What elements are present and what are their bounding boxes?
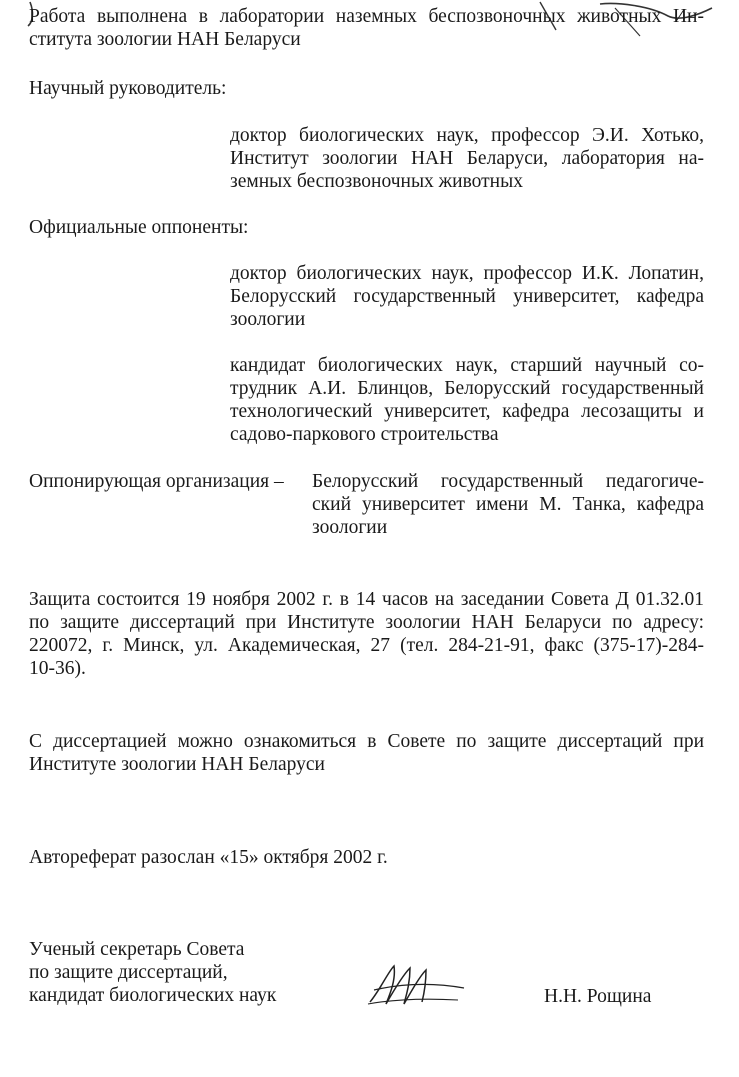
- supervisor-details: [230, 124, 704, 193]
- opponent-line: доктор биологических наук, профессор И.К. Лопатин,: [230, 263, 704, 284]
- defense-line: 220072, г. Минск, ул. Академическая, 27 (тел. 284-21-91, факс (375-17)-284-: [29, 635, 704, 656]
- defense-line: Защита состоится 19 ноября 2002 г. в 14 часов на заседании Совета Д 01.32.01: [29, 589, 704, 610]
- supervisor-heading: Научный руководитель:: [29, 78, 227, 99]
- secretary-line: кандидат биологических наук: [29, 985, 277, 1006]
- opponents-heading: Официальные оппоненты:: [29, 217, 249, 238]
- opponent-line: Белорусский государственный университет, кафедра: [230, 286, 704, 307]
- supervisor-line: Институт зоологии НАН Беларуси, лаборатория на-: [230, 148, 704, 169]
- opponent-line: технологический университет, кафедра лесозащиты и: [230, 401, 704, 422]
- supervisor-line: доктор биологических наук, профессор Э.И. Хотько,: [230, 125, 704, 146]
- opponent-first: [230, 262, 704, 331]
- secretary-line: Ученый секретарь Совета: [29, 939, 245, 960]
- defense-line: по защите диссертаций при Институте зоологии НАН Беларуси по адресу:: [29, 612, 704, 633]
- intro-paragraph: [29, 5, 704, 51]
- signature: [360, 960, 470, 1010]
- organization-label: Оппонирующая организация –: [29, 471, 284, 492]
- organization-line: ский университет имени М. Танка, кафедра: [312, 494, 704, 515]
- availability-paragraph: [29, 730, 704, 776]
- secretary-name: Н.Н. Рощина: [544, 986, 652, 1007]
- defense-paragraph: [29, 588, 704, 680]
- secretary-line: по защите диссертаций,: [29, 962, 228, 983]
- organization-line: зоологии: [312, 517, 388, 538]
- availability-line: С диссертацией можно ознакомиться в Совете по защите диссертаций при: [29, 731, 704, 752]
- dispatch-line: Автореферат разослан «15» октября 2002 г.: [29, 847, 388, 868]
- intro-line-1: Работа выполнена в лаборатории наземных беспозвоночных животных Ин-: [29, 6, 704, 27]
- opponent-line: зоологии: [230, 309, 306, 330]
- opponent-line: садово-паркового строительства: [230, 424, 499, 445]
- opponent-line: кандидат биологических наук, старший научный со-: [230, 355, 704, 376]
- opponent-line: трудник А.И. Блинцов, Белорусский государственный: [230, 378, 704, 399]
- supervisor-line: земных беспозвоночных животных: [230, 171, 523, 192]
- secretary-block: [29, 938, 276, 1007]
- opponent-second: [230, 354, 704, 446]
- organization-line: Белорусский государственный педагогиче-: [312, 471, 704, 492]
- organization-details: [312, 470, 704, 539]
- intro-line-2: ститута зоологии НАН Беларуси: [29, 29, 301, 50]
- availability-line: Институте зоологии НАН Беларуси: [29, 754, 325, 775]
- defense-line: 10-36).: [29, 658, 86, 679]
